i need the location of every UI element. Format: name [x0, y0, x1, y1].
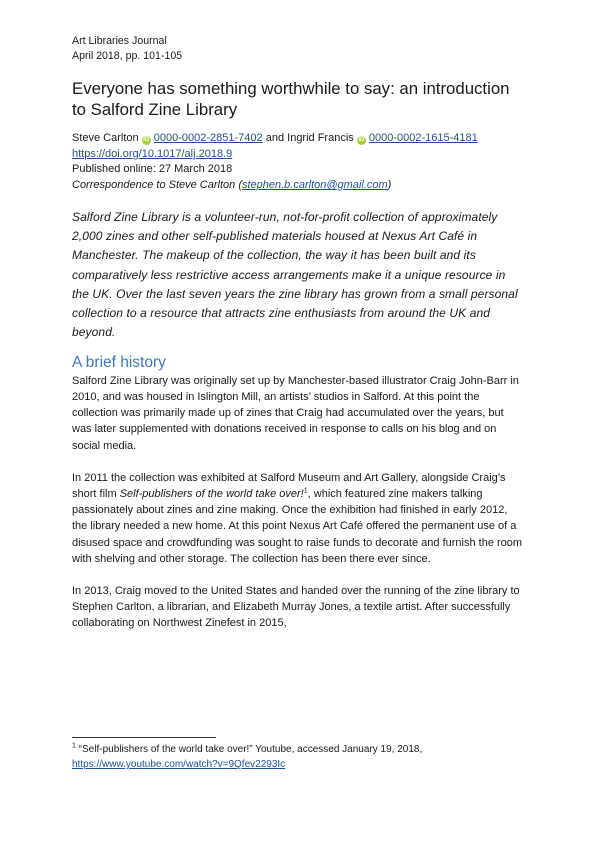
journal-name: Art Libraries Journal [72, 35, 167, 47]
orcid-icon: iD [358, 137, 365, 144]
film-title: Self-publishers of the world take over! [119, 487, 304, 500]
footnote [72, 742, 523, 772]
article-content [72, 34, 523, 648]
authors-line [72, 131, 523, 147]
abstract: Salford Zine Library is a volunteer-run, not-for-profit collection of approximately 2,000 zines and other self-published materials housed at Nexus Art Café in Manchester. The makeup of the collection, the way it has been built and its comparatively less restrictive access arrangements make it a unique resource in the UK. Over the last seven years the zine library has grown from a small personal collection to a resource that attracts zine enthusiasts from around the UK and beyond. [72, 209, 518, 340]
email-link[interactable]: stephen.b.carlton@gmail.com [241, 179, 388, 192]
section-heading: A brief history [72, 353, 166, 371]
journal-issue: April 2018, pp. 101-105 [72, 50, 183, 62]
orcid-link-2[interactable]: 0000-0002-1615-4181 [368, 132, 478, 145]
paragraph-3: In 2013, Craig moved to the United States and handed over the running of the zine library to Stephen Carlton, a librarian, and Elizabeth Murray Jones, a textile artist. After successfully collaborating on Northwest Zinefest in 2015, [72, 584, 520, 630]
paragraph-2 [72, 470, 523, 567]
author-1: Steve Carlton [72, 132, 139, 145]
footnote-text: “Self-publishers of the world take over!” Youtube, accessed January 19, 2018, [75, 744, 423, 755]
author-conjunction: and [265, 132, 285, 145]
orcid-icon: iD [143, 137, 150, 144]
correspondence-label: Correspondence to Steve Carlton ( [72, 179, 242, 192]
footnote-number: 1 [72, 742, 76, 750]
paragraph-2-start: In 2011 the collection was exhibited at Salford Museum and Art Gallery, alongside Craig’s short film [72, 471, 506, 500]
doi-link[interactable]: https://doi.org/10.1017/alj.2018.9 [72, 147, 233, 160]
footnote-divider [72, 737, 216, 738]
published-date: Published online: 27 March 2018 [72, 163, 233, 176]
footnote-ref[interactable]: 1 [303, 487, 308, 495]
article-title: Everyone has something worthwhile to say: an introduction to Salford Zine Library [72, 79, 510, 119]
author-2: Ingrid Francis [287, 132, 354, 145]
footnote-url[interactable]: https://www.youtube.com/watch?v=9Qfev2293Ic [72, 759, 286, 770]
journal-header [72, 34, 523, 64]
paragraph-1: Salford Zine Library was originally set up by Manchester-based illustrator Craig John-Barr in 2010, and was housed in Islington Mill, an artists’ studios in Salford. At this point the collection was primarily made up of zines that Craig had accumulated over the years, but was later supplemented with donations received in response to calls on his blog and on social media. [72, 374, 519, 452]
article-meta [72, 131, 523, 193]
paragraph-2-end: , which featured zine makers talking passionately about zines and zine making. Once the exhibition had finished in early 2012, the library needed a new home. At this point Nexus Art Café offered the permanent use of a disused space and crowdfunding was sought to raise funds to decorate and furnish the room with shelving and other storage. The collection has been there ever since. [72, 487, 523, 565]
orcid-link-1[interactable]: 0000-0002-2851-7402 [153, 132, 263, 145]
correspondence [72, 178, 523, 194]
correspondence-close: ) [387, 179, 392, 192]
